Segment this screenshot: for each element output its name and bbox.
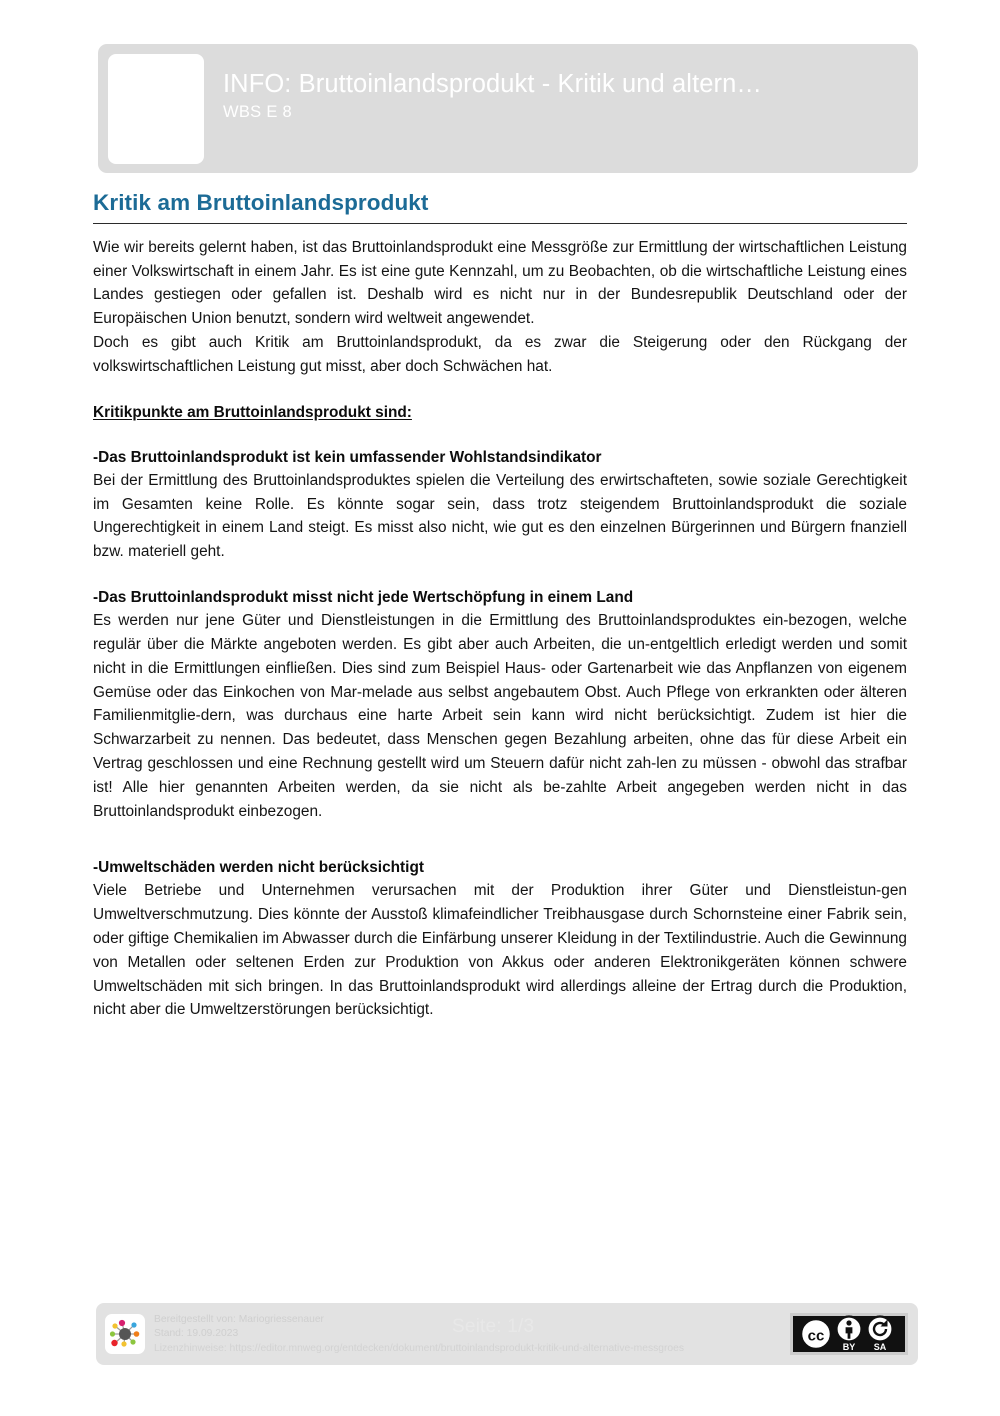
page-indicator: Seite: 1/3 bbox=[452, 1316, 535, 1337]
spacer bbox=[93, 424, 907, 446]
footer-license-link[interactable]: Lizenzhinweise: https://editor.mnweg.org/entdecken/dokument/bruttoinlandsprodukt-kritik-und-alternative-messgroes bbox=[154, 1342, 684, 1354]
section-title: Kritik am Bruttoinlandsprodukt bbox=[93, 190, 429, 215]
footer-provided-by: Bereitgestellt von: Mariogriessenauer bbox=[154, 1313, 324, 1325]
criticism-point-2-text: Es werden nur jene Güter und Dienstleistungen in die Ermittlung des Bruttoinlandsproduktes ein-bezogen, welche regulär über die Märkte angeboten werden. Es gibt aber auch Arbeiten, die un-entgeltlich erledigt werden und somit nicht in die Ermittlungen einfließen. Dies sind zum Beispiel Haus- oder Gartenarbeit wie das Anpflanzen von eigenem Gemüse oder das Einkochen von Mar-melade aus selbst angebautem Obst. Auch Pflege von erkrankten oder älteren Familienmitglie-dern, was durchaus eine harte Arbeit sein kann wird nicht berücksichtigt. Zudem ist hier die Schwarzarbeit zu nennen. Das bedeutet, dass Menschen gegen Bezahlung arbeiten, ohne das für diese Arbeit ein Vertrag geschlossen und eine Rechnung gestellt wird um Steuern dafür nicht zah-len zu müssen - obwohl das strafbar ist! Alle hier genannten Arbeiten werden, da sie nicht als be-zahlte Arbeit angegeben werden nicht in das Bruttoinlandsprodukt einbezogen. bbox=[93, 612, 907, 820]
criticism-point-3-heading: -Umweltschäden werden nicht berücksichtigt bbox=[93, 859, 424, 877]
criticism-list-intro: Kritikpunkte am Bruttoinlandsprodukt sind: bbox=[93, 403, 412, 421]
criticism-point-3-text: Viele Betriebe und Unternehmen verursachen mit der Produktion ihrer Güter und Dienstleistun-gen Umweltverschmutzung. Dies könnte der Ausstoß klimafeindlicher Treibhausgase durch Schornsteine einer Fabrik sein, oder giftige Chemikalien im Abwasser durch die Einfärbung unserer Kleidung in der Textilindustrie. Auch die Gewinnung von Metallen oder seltenen Erden zur Produktion von Akkus oder anderen Elektronikgeräten können schwere Umweltschäden mit sich bringen. In das Bruttoinlandsprodukt wird allerdings alleine der Ertrag durch die Produktion, nicht aber die Umweltzerstörungen berücksichtigt. bbox=[93, 882, 907, 1019]
page-title: INFO: Bruttoinlandsprodukt - Kritik und altern… bbox=[223, 70, 763, 98]
footer-date: Stand: 19.09.2023 bbox=[154, 1328, 239, 1340]
criticism-point-2-heading: -Das Bruttoinlandsprodukt misst nicht jede Wertschöpfung in einem Land bbox=[93, 589, 634, 607]
spacer bbox=[93, 823, 907, 856]
document-header-banner bbox=[98, 44, 918, 173]
creative-commons-by-sa-badge bbox=[790, 1313, 908, 1355]
mnweg-network-logo bbox=[105, 1314, 145, 1354]
svg-text:cc: cc bbox=[807, 1327, 825, 1345]
cc-sa-label: SA bbox=[873, 1342, 887, 1352]
spacer bbox=[93, 564, 907, 586]
intro-paragraph-2: Doch es gibt auch Kritik am Bruttoinlandsprodukt, da es zwar die Steigerung oder den Rückgang der volkswirtschaftlichen Leistung gut misst, aber doch Schwächen hat. bbox=[93, 334, 907, 375]
document-thumbnail bbox=[108, 54, 204, 164]
document-content bbox=[93, 190, 907, 1022]
criticism-point-1-text: Bei der Ermittlung des Bruttoinlandsproduktes spielen die Verteilung des erwirtschafteten, sowie soziale Gerechtigkeit im Gesamten keine Rolle. Es könnte sogar sein, dass trotz steigendem Bruttoinlandsprodukt die soziale Ungerechtigkeit in einem Land steigt. Es misst also nicht, wie gut es den einzelnen Bürgerinnen und Bürgern fnanziell bzw. materiell geht. bbox=[93, 471, 907, 561]
title-divider bbox=[93, 223, 907, 224]
page-subtitle: WBS E 8 bbox=[223, 103, 293, 122]
cc-by-label: BY bbox=[842, 1342, 856, 1352]
spacer bbox=[93, 379, 907, 401]
criticism-point-1-heading: -Das Bruttoinlandsprodukt ist kein umfassender Wohlstandsindikator bbox=[93, 448, 602, 466]
intro-paragraph-1: Wie wir bereits gelernt haben, ist das Bruttoinlandsprodukt eine Messgröße zur Ermittlung der wirtschaftlichen Leistung einer Volkswirtschaft in einem Jahr. Es ist eine gute Kennzahl, um zu Beobachten, ob die wirtschaftliche Leistung eines Landes gestiegen oder gefallen ist. Deshalb wird es nicht nur in der Bundesrepublik Deutschland oder der Europäischen Union benutzt, sondern wird weltweit angewendet. bbox=[93, 238, 907, 328]
header-text-block bbox=[223, 69, 918, 123]
